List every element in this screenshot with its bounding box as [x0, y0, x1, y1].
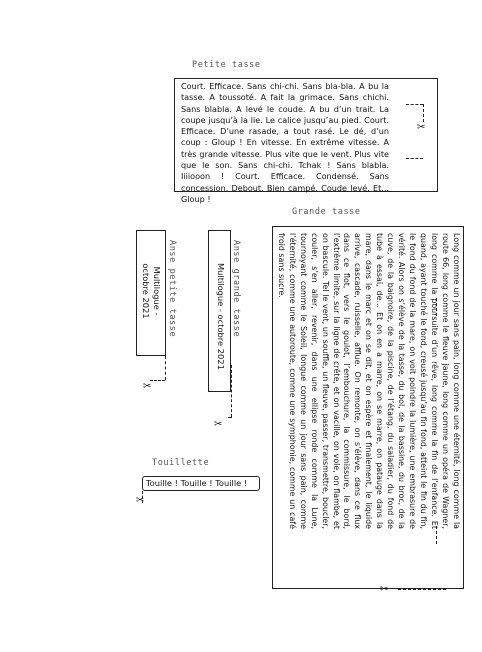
anse-petite-tasse-label: Multilogue - octobre 2021 — [141, 263, 162, 319]
scissors-icon: ✂ — [136, 495, 145, 506]
cut-line — [423, 104, 424, 122]
cut-line — [150, 380, 165, 381]
anse-grande-tasse-title: Anse grande tasse — [231, 240, 241, 338]
scissors-icon: ✂ — [214, 419, 223, 430]
petite-tasse-text: Court. Efficace. Sans chi-chi. Sans bla-bla. A bu la tasse. A toussoté. A fait la grimace. Sans chichi. Sans blabla. A levé le coude. A bu d’un trait. La coupe jusqu’à la lie. Le calice jusqu’au pied. Court. Efficace. D’une rasade, a tout rasé. Le dé, d’un coup : Gloup ! En vitesse. En extrême vitesse. A très grande vitesse. Plus vite que le vent. Plus vite que le son. Sans chi-chi. Tchak ! Sans blabla. Iiiiooon ! Court. Efficace. Condensé. Sans concession. Debout. Bien campé. Coude levé. Et... Gloup ! — [181, 81, 389, 204]
cut-line — [228, 417, 232, 418]
anse-grande-tasse-card — [208, 230, 231, 392]
petite-tasse-title: Petite tasse — [192, 60, 261, 70]
cut-line — [165, 356, 166, 380]
cut-line — [231, 365, 232, 417]
cut-line — [398, 589, 446, 590]
cut-line — [406, 104, 423, 105]
scissors-icon: ✂ — [380, 584, 389, 595]
cut-line — [436, 298, 437, 316]
scissors-icon: ✂ — [143, 381, 152, 392]
grande-tasse-title: Grande tasse — [292, 207, 361, 217]
grande-tasse-text: Long comme un jour sans pain, long comme une éternité, long comme la route 66, long comme le fleuve jaune, long comme un opéra de Wagner, long comme la poursuite d’un rêve, long comme la fin de l’enfance. Et quand, ayant touché le fond, creusé jusqu’au fin fond, atteint le fin du fin, le fond du fond de la mare, on voit poindre la lumière, une embrasure de vérité. Alors on s’élève de la tasse, du bol, de la bassine, du broc, de la cuve, de la baignoire, de la piscine, de l’étang, du saladier, du fond de tube à essai, de... Et on en a marre, on se marre, on patauge dans la mare, dans le marc et on se dit, et on espère et finalement, le liquide arrive, cascade, ruisselle, afflue. On remonte, on s’élève, dans ce flux dans ce flot, vers le goulot, l’embouchure, la commissure, le bord, l’extrême limite, sur la ligne de crête, et on vacille, on vole, on flambe, et on bascule. Tel le vent, un souffle, un fleuve, passer, transmettre, boucler, couler, s’en aller, revenir, dans une ellipse ronde comme la Lune, tournoyant comme le Soleil, longue comme un jour sans pain, comme l’éternité, comme une autoroute, comme une symphonie, comme un café froid sans sucre. — [276, 233, 461, 529]
touillette-text: Touille ! Touille ! Touille ! — [146, 478, 248, 488]
anse-grande-tasse-label: Multilogue - octobre 2021 — [216, 263, 226, 370]
cut-line — [436, 526, 437, 544]
anse-petite-tasse-card — [136, 230, 166, 356]
touillette-title: Touillette — [152, 458, 210, 468]
anse-petite-tasse-title: Anse petite tasse — [167, 240, 177, 338]
cut-line — [406, 158, 423, 159]
scissors-icon: ✂ — [417, 122, 426, 133]
petite-tasse-card — [174, 78, 438, 204]
touillette-card — [142, 476, 260, 491]
